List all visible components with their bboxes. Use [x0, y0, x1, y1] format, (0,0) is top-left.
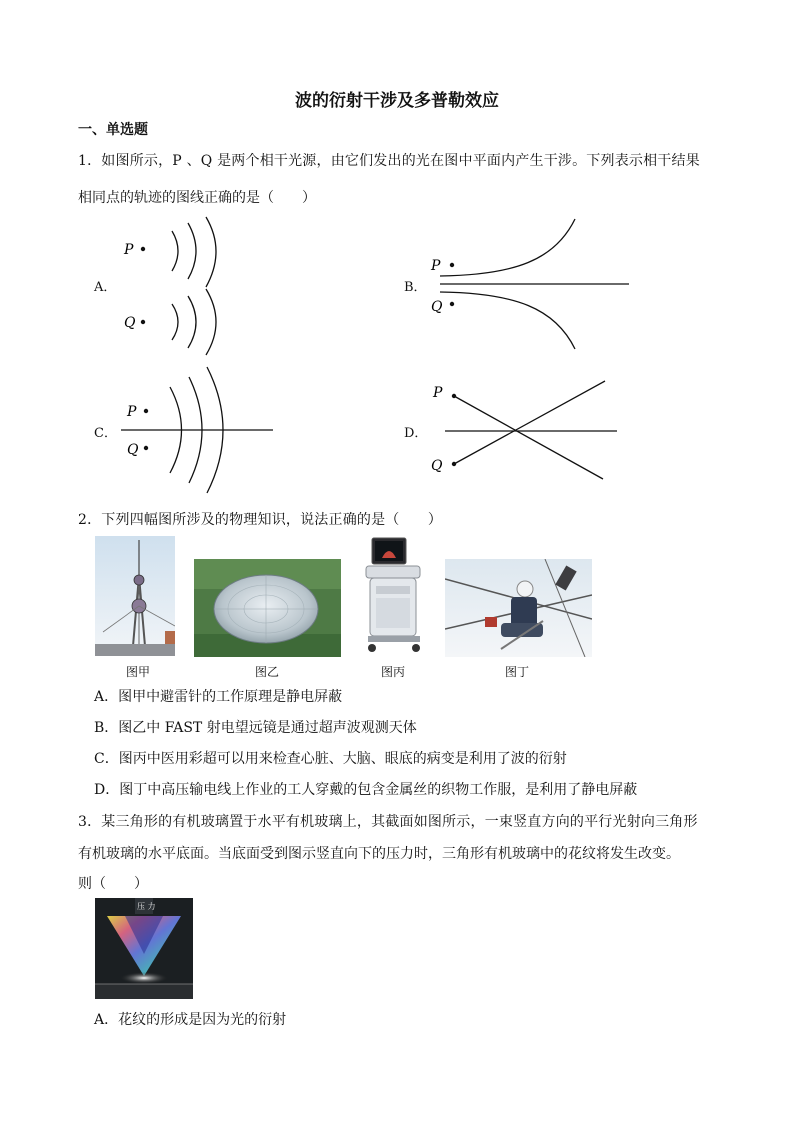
label-p: P [431, 258, 441, 274]
section-heading: 一、单选题 [78, 122, 148, 138]
q1-figure-a [110, 215, 240, 360]
label-p: P [127, 404, 137, 420]
wavefront [172, 304, 178, 340]
label-q: Q [431, 458, 443, 474]
source-q-dot [141, 320, 145, 324]
photo-powerline-worker [445, 559, 592, 657]
q1-stem-line2: 相同点的轨迹的图线正确的是（ ） [78, 190, 316, 206]
caption-fig-ding: 图丁 [504, 665, 529, 679]
label-p: P [124, 242, 134, 258]
label-q: Q [124, 315, 136, 331]
q1-option-c-label[interactable]: C． [94, 426, 117, 441]
source-p-dot [141, 247, 145, 251]
source-p-dot [450, 263, 454, 267]
hyperbola-upper [440, 219, 575, 276]
wavefront [188, 296, 196, 348]
wavefront [206, 217, 216, 287]
q1-figure-d [425, 375, 625, 485]
caption-fig-jia: 图甲 [125, 665, 150, 679]
source-q-dot [144, 446, 148, 450]
caption-fig-bing: 图丙 [380, 665, 405, 679]
q1-option-b-label[interactable]: B． [404, 280, 427, 295]
q1-figure-c [115, 365, 280, 500]
label-p: P [433, 385, 443, 401]
label-q: Q [127, 442, 139, 458]
source-p-dot [144, 409, 148, 413]
caption-fig-yi: 图乙 [254, 665, 279, 679]
q2-option-d[interactable]: D．图丁中高压输电线上作业的工人穿戴的包含金属丝的织物工作服，是利用了静电屏蔽 [94, 782, 638, 798]
q1-figure-b [425, 215, 640, 355]
photo-photoelastic-triangle [95, 898, 193, 999]
photo-tower-lightning-rod [95, 536, 175, 656]
wavefront [188, 223, 196, 279]
pressure-label: 压 力 [137, 902, 156, 911]
q1-stem-line1: 1．如图所示，P 、Q 是两个相干光源，由它们发出的光在图中平面内产生干涉。下列表示相干结果 [78, 153, 700, 169]
q1-option-d-label[interactable]: D． [404, 426, 428, 441]
q2-option-b[interactable]: B．图乙中 FAST 射电望远镜是通过超声波观测天体 [94, 720, 417, 736]
q2-stem: 2．下列四幅图所涉及的物理知识，说法正确的是（ ） [78, 512, 443, 528]
line-from-p [454, 396, 603, 479]
q3-stem-line2: 有机玻璃的水平底面。当底面受到图示竖直向下的压力时，三角形有机玻璃中的花纹将发生改变。 [78, 846, 680, 862]
photo-ultrasound-machine [358, 536, 430, 656]
q1-option-a-label[interactable]: A． [94, 280, 117, 295]
label-q: Q [431, 299, 443, 315]
wavefront [172, 231, 178, 271]
q2-option-c[interactable]: C．图丙中医用彩超可以用来检查心脏、大脑、眼底的病变是利用了波的衍射 [94, 751, 567, 767]
q3-option-a[interactable]: A．花纹的形成是因为光的衍射 [94, 1012, 287, 1028]
q3-stem-line1: 3．某三角形的有机玻璃置于水平有机玻璃上，其截面如图所示，一束竖直方向的平行光射向三角形 [78, 814, 698, 830]
source-q-dot [450, 302, 454, 306]
page-title: 波的衍射干涉及多普勒效应 [295, 91, 499, 111]
q3-stem-line3: 则（ ） [78, 876, 148, 892]
q2-option-a[interactable]: A．图甲中避雷针的工作原理是静电屏蔽 [94, 689, 343, 705]
photo-fast-telescope [194, 559, 341, 657]
wavefront [206, 289, 216, 355]
line-from-q [454, 381, 605, 464]
hyperbola-lower [440, 292, 575, 349]
